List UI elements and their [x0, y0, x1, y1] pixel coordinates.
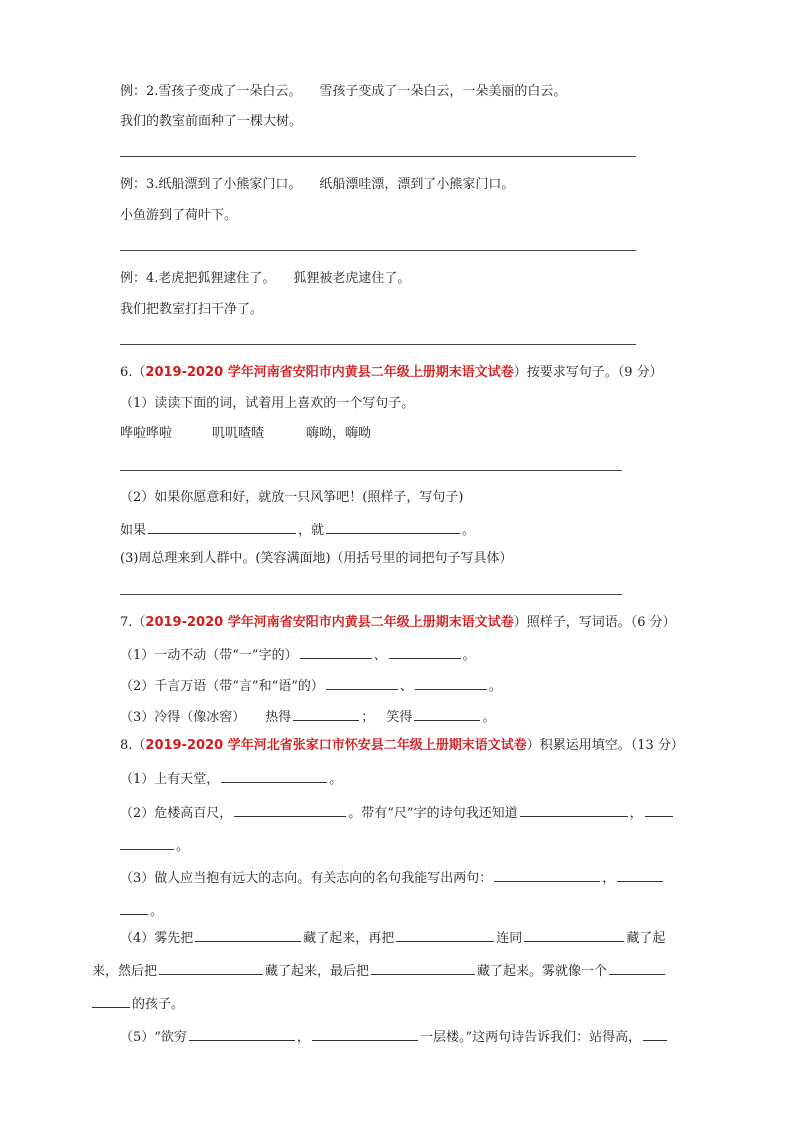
fill-text: 、	[399, 679, 413, 694]
fill-blank[interactable]	[300, 645, 372, 659]
q6-part-3: (3)周总理来到人群中。(笑容满面地)（用括号里的词把句子写具体）	[120, 551, 513, 566]
question-7-heading	[120, 614, 676, 632]
example-3	[120, 176, 514, 194]
example-answer: 雪孩子变成了一朵白云，一朵美丽的白云。	[319, 84, 567, 99]
fill-blank[interactable]	[494, 868, 600, 882]
fill-blank[interactable]	[326, 520, 460, 534]
example-answer: 纸船漂哇漂，漂到了小熊家门口。	[319, 177, 515, 192]
fill-blank[interactable]	[120, 836, 174, 850]
fill-blank[interactable]	[643, 1027, 667, 1041]
q6-word-list	[120, 425, 371, 443]
example-label: 例：4.老虎把狐狸逮住了。	[120, 271, 276, 286]
fill-text: （4）雾先把	[120, 931, 194, 946]
fill-blank[interactable]	[326, 676, 398, 690]
fill-text: 藏了起来，最后把	[265, 964, 370, 979]
fill-text: 。	[482, 710, 496, 725]
question-instruction: ）照样子，写词语。（6 分）	[513, 615, 676, 630]
fill-blank[interactable]	[159, 961, 263, 975]
fill-text: （5）“欲穷	[120, 1030, 187, 1045]
example-4-prompt: 我们把教室打扫干净了。	[120, 302, 264, 317]
fill-text: 。	[488, 679, 502, 694]
q7-part-3	[120, 707, 495, 727]
fill-text: 。带有“尺”字的诗句我还知道	[348, 806, 518, 821]
q7-part-1	[120, 645, 476, 665]
q8-part-1	[120, 769, 342, 789]
example-answer: 狐狸被老虎逮住了。	[293, 271, 411, 286]
source-link[interactable]: 2019-2020 学年河南省安阳市内黄县二年级上册期末语文试卷	[145, 365, 514, 380]
fill-blank[interactable]	[617, 868, 663, 882]
fill-blank[interactable]	[645, 803, 673, 817]
fill-text: 。	[150, 904, 164, 919]
fill-text: ，就	[298, 523, 325, 538]
fill-text: 来，然后把	[92, 964, 158, 979]
example-3-prompt: 小鱼游到了荷叶下。	[120, 208, 238, 223]
fill-blank[interactable]	[520, 803, 628, 817]
q6-part-1: （1）读读下面的词，试着用上喜欢的一个写句子。	[120, 396, 415, 411]
q8-part-4-cont	[92, 961, 667, 981]
fill-text: 藏了起来，再把	[303, 931, 395, 946]
fill-text: ，	[296, 1030, 310, 1045]
fill-text: 连同	[496, 931, 523, 946]
fill-blank[interactable]	[221, 769, 327, 783]
fill-text: 。	[329, 772, 343, 787]
fill-text: 。	[462, 648, 476, 663]
q7-part-2	[120, 676, 502, 696]
fill-blank[interactable]	[415, 676, 487, 690]
fill-text: 。	[176, 839, 190, 854]
q8-part-4-end	[92, 994, 184, 1014]
fill-blank[interactable]	[396, 928, 494, 942]
answer-line[interactable]	[120, 250, 636, 251]
answer-line[interactable]	[120, 470, 622, 471]
question-instruction: ）按要求写句子。（9 分）	[513, 365, 663, 380]
fill-text: ，	[629, 806, 643, 821]
question-8-heading	[120, 737, 684, 755]
fill-text: 笑得	[386, 710, 413, 725]
fill-blank[interactable]	[189, 1027, 295, 1041]
fill-text: （1）一动不动（带“一”字的）	[120, 648, 298, 663]
fill-blank[interactable]	[389, 645, 461, 659]
fill-blank[interactable]	[195, 928, 301, 942]
fill-blank[interactable]	[414, 707, 480, 721]
fill-text: 的孩子。	[132, 997, 185, 1012]
question-number: 7.（	[120, 615, 146, 630]
fill-text: （1）上有天堂，	[120, 772, 220, 787]
source-link[interactable]: 2019-2020 学年河南省安阳市内黄县二年级上册期末语文试卷	[145, 615, 514, 630]
fill-text: 如果	[120, 523, 147, 538]
fill-text: 藏了起	[626, 931, 666, 946]
question-instruction: ）积累运用填空。（13 分）	[526, 738, 684, 753]
q8-part-3-cont	[120, 901, 163, 921]
fill-blank[interactable]	[371, 961, 475, 975]
fill-blank[interactable]	[234, 803, 346, 817]
fill-blank[interactable]	[312, 1027, 418, 1041]
fill-text: （3）冷得（像冰窖）	[120, 710, 246, 725]
example-label: 例：2.雪孩子变成了一朵白云。	[120, 84, 302, 99]
fill-blank[interactable]	[120, 901, 148, 915]
example-2	[120, 83, 566, 101]
fill-text: ；	[361, 710, 375, 725]
q8-part-4	[120, 928, 665, 948]
example-2-prompt: 我们的教室前面种了一棵大树。	[120, 114, 303, 129]
question-number: 8.（	[120, 738, 146, 753]
fill-text: （2）危楼高百尺，	[120, 806, 233, 821]
word-option: 嗨呦，嗨呦	[306, 426, 372, 441]
q6-part-2-fill	[120, 520, 475, 540]
fill-blank[interactable]	[92, 994, 130, 1008]
fill-blank[interactable]	[293, 707, 359, 721]
question-6-heading	[120, 364, 663, 382]
question-number: 6.（	[120, 365, 146, 380]
fill-blank[interactable]	[609, 961, 665, 975]
answer-line[interactable]	[120, 344, 636, 345]
example-label: 例：3.纸船漂到了小熊家门口。	[120, 177, 302, 192]
answer-line[interactable]	[120, 594, 622, 595]
fill-text: 藏了起来。雾就像一个	[477, 964, 608, 979]
fill-text: 、	[373, 648, 387, 663]
fill-text: 热得	[265, 710, 292, 725]
word-option: 叽叽喳喳	[212, 426, 265, 441]
word-option: 哗啦哗啦	[120, 426, 173, 441]
fill-blank[interactable]	[148, 520, 296, 534]
fill-blank[interactable]	[524, 928, 624, 942]
fill-text: 。	[462, 523, 476, 538]
example-4	[120, 270, 410, 288]
q8-part-5	[120, 1027, 669, 1047]
q8-part-2-cont	[120, 836, 189, 856]
q8-part-3	[120, 868, 665, 888]
fill-text: （3）做人应当抱有远大的志向。有关志向的名句我能写出两句：	[120, 871, 493, 886]
source-link[interactable]: 2019-2020 学年河北省张家口市怀安县二年级上册期末语文试卷	[145, 738, 527, 753]
q8-part-2	[120, 803, 675, 823]
fill-text: 一层楼。”这两句诗告诉我们：站得高，	[419, 1030, 642, 1045]
fill-text: （2）千言万语（带“言”和“语”的）	[120, 679, 324, 694]
answer-line[interactable]	[120, 156, 636, 157]
fill-text: ，	[602, 871, 616, 886]
q6-part-2: （2）如果你愿意和好，就放一只风筝吧！(照样子，写句子)	[120, 490, 464, 505]
